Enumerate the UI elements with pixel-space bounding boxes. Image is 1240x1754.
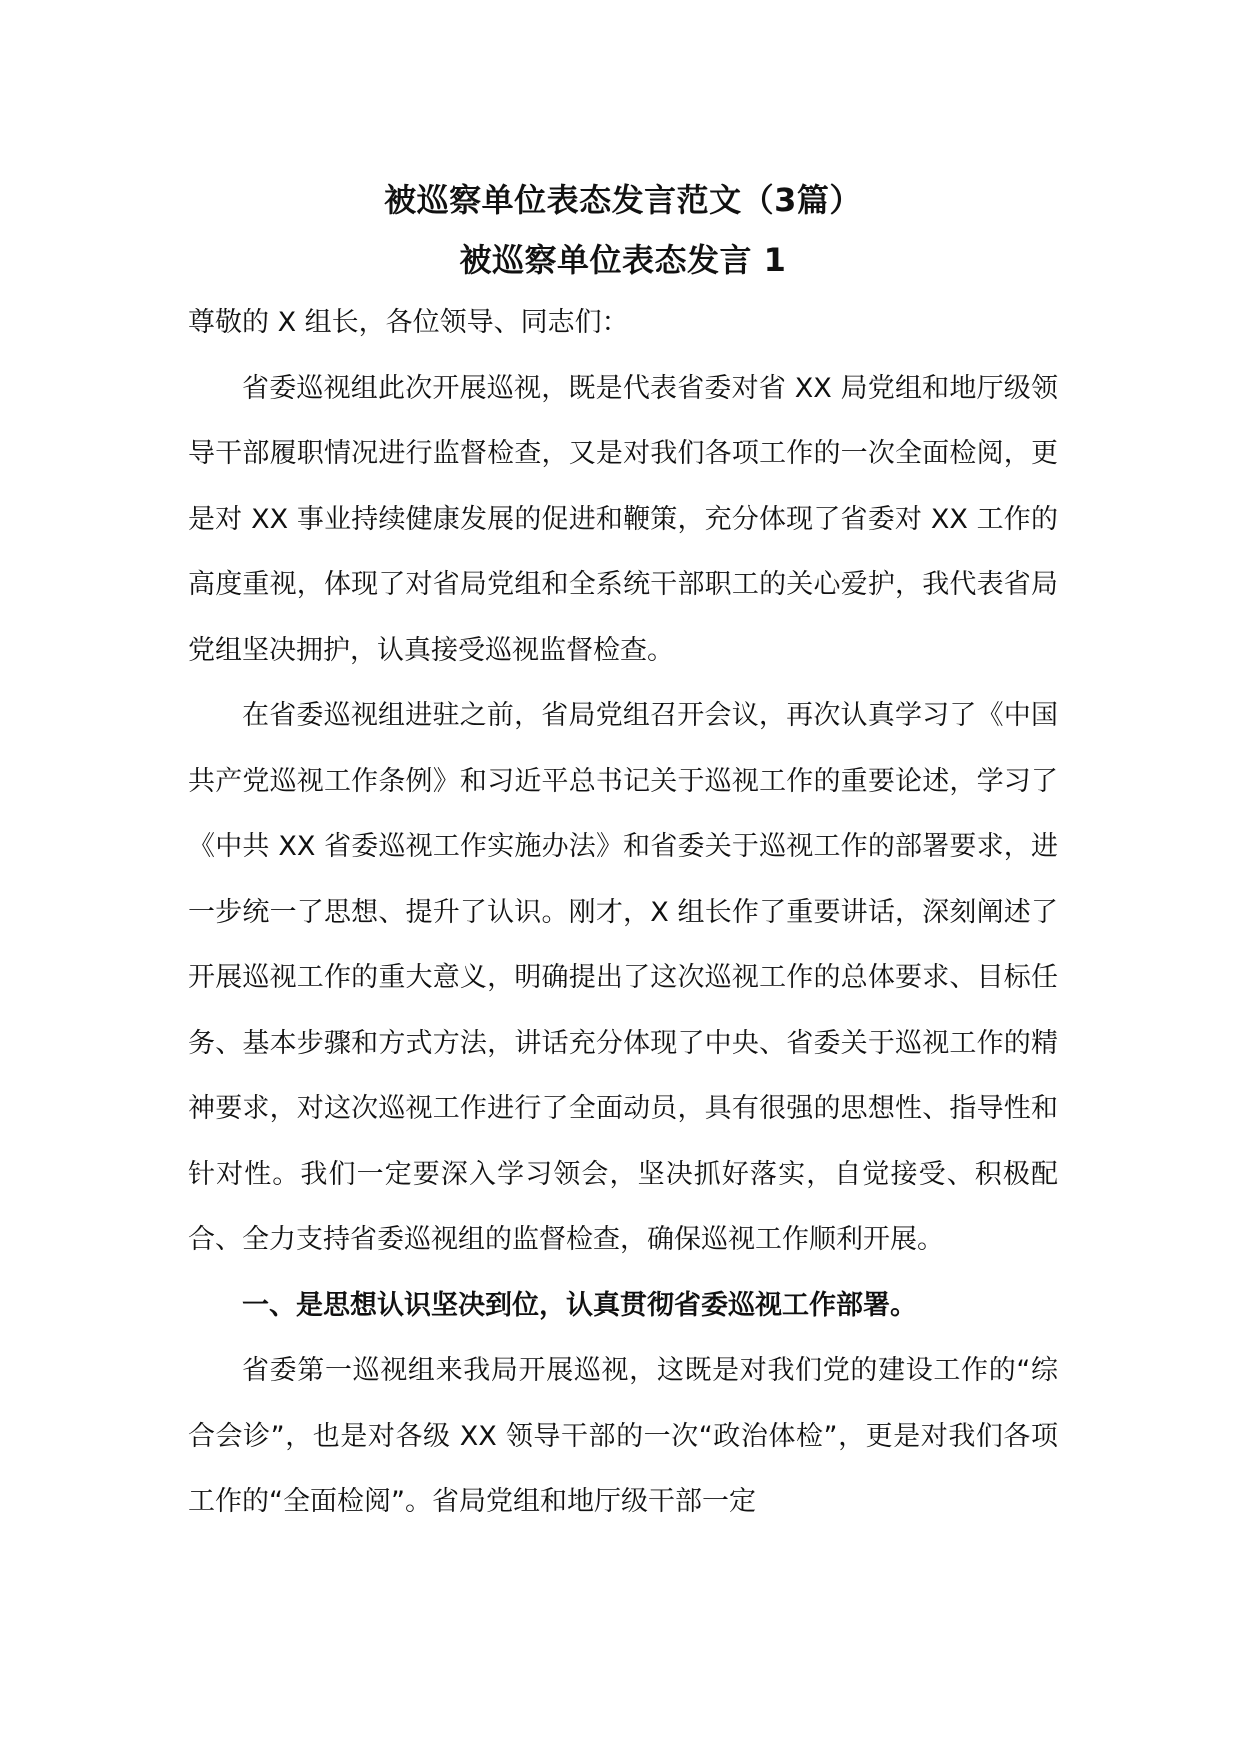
paragraph-2: 在省委巡视组进驻之前，省局党组召开会议，再次认真学习了《中国共产党巡视工作条例》和习近平总书记关于巡视工作的重要论述，学习了《中共 XX 省委巡视工作实施办法》和省委关于巡视工作的部署要求，进一步统一了思想、提升了认识。刚才，X 组长作了重要讲话，深刻阐述了开展巡视工作的重大意义，明确提出了这次巡视工作的总体要求、目标任务、基本步骤和方式方法，讲话充分体现了中央、省委关于巡视工作的精神要求，对这次巡视工作进行了全面动员，具有很强的思想性、指导性和针对性。我们一定要深入学习领会，坚决抓好落实，自觉接受、积极配合、全力支持省委巡视组的监督检查，确保巡视工作顺利开展。 bbox=[188, 700, 1058, 1255]
document-subtitle: 被巡察单位表态发言 1 bbox=[459, 241, 787, 279]
paragraph-3: 省委第一巡视组来我局开展巡视，这既是对我们党的建设工作的“综合会诊”，也是对各级 XX 领导干部的一次“政治体检”，更是对我们各项工作的“全面检阅”。省局党组和地厅级干部一定 bbox=[188, 1355, 1058, 1517]
paragraph-1: 省委巡视组此次开展巡视，既是代表省委对省 XX 局党组和地厅级领导干部履职情况进行监督检查，又是对我们各项工作的一次全面检阅，更是对 XX 事业持续健康发展的促进和鞭策，充分体现了省委对 XX 工作的高度重视，体现了对省局党组和全系统干部职工的关心爱护，我代表省局党组坚决拥护，认真接受巡视监督检查。 bbox=[188, 372, 1058, 666]
document-title: 被巡察单位表态发言范文（3篇） bbox=[384, 181, 862, 219]
salutation: 尊敬的 X 组长，各位领导、同志们： bbox=[188, 307, 629, 338]
section-heading-1: 一、是思想认识坚决到位，认真贯彻省委巡视工作部署。 bbox=[242, 1289, 917, 1321]
document-body bbox=[188, 170, 1058, 1535]
